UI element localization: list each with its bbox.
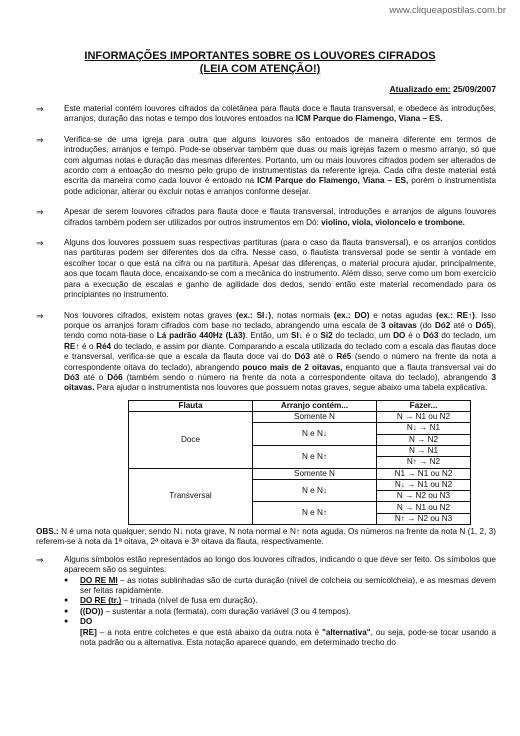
table-cell: Somente N (253, 412, 377, 423)
p5-t: é o (302, 331, 321, 341)
paragraph-6 (36, 555, 496, 576)
arrow-bullet-icon: ⇒ (36, 310, 44, 321)
p5-b: SI↓ (291, 331, 303, 341)
document-body (36, 104, 496, 648)
p5-b: 3 oitavas. (64, 372, 496, 393)
flute-octave-table (128, 400, 471, 525)
p5-b: Dó6 (107, 372, 123, 382)
table-note (36, 527, 496, 548)
alt-symbol: [RE] (80, 627, 97, 637)
p5-t: (do (416, 320, 435, 330)
arrow-bullet-icon: ⇒ (36, 554, 44, 565)
p5-b: Si2 (320, 331, 333, 341)
alternative-note (36, 628, 496, 649)
paragraph-3 (36, 207, 496, 228)
p5-t: . Isso porque os arranjos foram cifrados com base no teclado, abrangendo uma escala de (64, 310, 496, 330)
table-cell-flute-doce: Doce (129, 412, 253, 468)
p2-text: Verifica-se de uma igreja para outra que alguns louvores são entoados de maneira diferente em termos de introduções, arranjos e tempo. Pode-se observar também que duas ou mais igrejas fazem o mesmo arranjo, só que com algumas notas e duração das mesmas diferentes. Portanto, um ou mais louvores cifrados podem ser alterados de acordo com a entoação do mesmo pelo grupo de instrumentistas da referente igreja. Cada cifra deste material está escrita da maneira como cada louvor é entoado na (64, 134, 496, 186)
p5-t: é o (79, 341, 97, 351)
p5-b: (ex.: RE↑) (436, 310, 475, 320)
table-header: Fazer... (377, 400, 471, 411)
arrow-bullet-icon: ⇒ (36, 238, 44, 249)
p5-t: do teclado, um (438, 331, 496, 341)
p1-text: Este material contém louvores cifrados da coletânea para flauta doce e flauta transversal, e obedece às introduções, arranjos, duração das notas e tempo dos louvores entoados na (64, 104, 496, 124)
p5-t: , notas normais (271, 310, 334, 320)
p4-text: Alguns dos louvores possuem suas respectivas partituras (para o caso da flauta transversal), e os arranjos contidos nas partituras podem ser diferentes dos da cifra. Nesse caso, o flautista transversal pode se sentir à vontade em escolher tocar o que está na cifra ou na partitura. Apesar das diferenças, o material procura ajudar, principalmente, aos que tocam flauta doce, encaixando-se com a mecânica do instrumento. Além disso, serve como um bom exercício para a execução de escalas e ganho de agilidade dos dedos, sendo então este material recomendado para os principiantes no instrumento. (64, 238, 496, 300)
p5-t: Para ajudar o instrumentista nos louvores que possuem notas graves, segue abaixo uma tabela explicativa. (94, 383, 488, 393)
arrow-bullet-icon: ⇒ (36, 134, 44, 145)
symbol-desc: – as notas sublinhadas são de curta duração (nível de colcheia ou semicolcheia), e as mesmas devem ser feitas rapidamente. (80, 575, 496, 596)
site-url[interactable]: www.cliqueapostilas.com.br (389, 5, 506, 16)
document-title (0, 50, 520, 76)
obs-label: OBS.: (36, 527, 59, 537)
list-item (64, 607, 496, 617)
updated-label: Atualizado em: (389, 84, 451, 94)
p5-b: Dó2 (434, 320, 451, 330)
list-item (64, 617, 496, 627)
p5-t: e notas agudas (369, 310, 437, 320)
p2-text-end: porém o instrumentista pode adicionar, alterar ou excluir notas e arranjos conforme desejar. (64, 176, 496, 196)
p5-b: Ré4 (96, 341, 112, 351)
table-cell: N↑ → N2 ou N3 (377, 513, 471, 524)
table-cell: N → N1 (377, 445, 471, 456)
table-cell: N e N↑ (253, 445, 377, 468)
table-row (129, 468, 471, 479)
p5-t: (também sendo o número na frente da nota a correspondente oitava do teclado), abrangendo (122, 372, 492, 382)
table-header: Flauta (129, 400, 253, 411)
p5-t: até o (310, 352, 337, 362)
p5-b: Dó3 (64, 372, 80, 382)
alt-text: – a nota entre colchetes e que está abaixo da outra nota é (96, 627, 322, 637)
p3-text: Apesar de serem louvores cifrados para flauta doce e flauta transversal, introduções e arranjos de alguns louvores cifrados também podem ser utilizados por outros instrumentos em Dó: (64, 207, 496, 227)
p5-t: ), tendo como nota-base o (64, 320, 497, 341)
paragraph-5 (36, 311, 496, 394)
table-row (129, 412, 471, 423)
p5-t: Nos louvores cifrados, existem notas graves (64, 310, 236, 320)
paragraph-1 (36, 104, 496, 125)
p5-t: do teclado, e assim por diante. Comparando a escala utilizada do teclado com a escala das flautas doce e transversal, verifica-se que a escala da flauta doce vai do (64, 341, 496, 362)
p6-intro: Alguns símbolos estão representados ao longo dos louvores cifrados, indicando o que deve ser feito. Os símbolos que aparecem são os seguintes: (64, 554, 496, 575)
title-line-1: INFORMAÇÕES IMPORTANTES SOBRE OS LOUVORES CIFRADOS (84, 50, 436, 62)
symbol-desc: – trinada (nível de fusa em duração). (121, 596, 258, 606)
p5-b: RE↑ (64, 341, 80, 351)
p5-t: do teclado, um (332, 331, 394, 341)
p3-bold: violino, viola, violoncelo e trombone. (321, 217, 465, 227)
table-cell: N e N↓ (253, 423, 377, 446)
alt-bold: "alternativa" (321, 627, 371, 637)
p5-b: (ex.: DO) (333, 310, 370, 320)
table-cell: N↓ → N1 (377, 423, 471, 434)
table-cell: N↓ → N1 ou N2 (377, 479, 471, 490)
table-cell: N → N2 (377, 434, 471, 445)
paragraph-4 (36, 238, 496, 300)
p5-b: Dó5 (475, 320, 491, 330)
p2-bold: ICM Parque do Flamengo, Viana – ES, (257, 176, 409, 186)
table-cell: N e N↑ (253, 502, 377, 525)
p5-t: enquanto que a flauta transversal vai do (342, 362, 496, 372)
arrow-bullet-icon: ⇒ (36, 207, 44, 218)
p5-b: Dó3 (294, 352, 311, 362)
symbol-code: DO RE MI (80, 575, 118, 585)
p5-t: até o (79, 372, 108, 382)
table-cell: N → N1 ou N2 (377, 412, 471, 423)
p5-t: (sendo o número na frente da nota a correspondente oitava do teclado), abrangendo (64, 352, 496, 372)
p5-b: Dó3 (422, 331, 439, 341)
table-cell: N↑ → N2 (377, 457, 471, 468)
p1-bold: ICM Parque do Flamengo, Viana – ES. (295, 114, 443, 124)
table-cell: N1 → N1 ou N2 (377, 468, 471, 479)
alt-text-end: , ou seja, pode-se tocar usando a nota padrão ou a alternativa. Esta notação aparece quando, em determinado trecho do (80, 627, 497, 648)
p5-b: (ex.: SI↓) (235, 310, 272, 320)
updated-date (389, 84, 496, 94)
p5-b: pouco mais de 2 oitavas, (242, 362, 343, 372)
list-item (64, 576, 496, 597)
p5-t: . Então, um (245, 331, 292, 341)
paragraph-2 (36, 135, 496, 197)
symbols-list (36, 576, 496, 628)
obs-text: N é uma nota qualquer, sendo N↓ nota grave, N nota normal e N↑ nota aguda. Os números na frente da nota N (1, 2, 3) referem-se à nota da 1ª oitava, 2ª oitava e 3ª oitava da flauta, respectivamente. (36, 527, 496, 547)
table-cell: N e N↓ (253, 479, 377, 502)
table-cell-flute-transversal: Transversal (129, 468, 253, 524)
table-cell: Somente N (253, 468, 377, 479)
list-item (64, 596, 496, 606)
table-header-row (129, 400, 471, 411)
arrow-bullet-icon: ⇒ (36, 104, 44, 114)
p5-b: DO (393, 331, 406, 341)
updated-value: 25/09/2007 (452, 84, 496, 94)
p5-b: Ré5 (336, 352, 352, 362)
table-cell: N → N1 ou N2 (377, 502, 471, 513)
symbol-desc: – sustentar a nota (fermata), com duração variável (3 ou 4 tempos). (103, 606, 351, 616)
table-header: Arranjo contém... (253, 400, 377, 411)
symbol-code: DO RE (tr.) (80, 596, 122, 606)
p5-t: é o (405, 331, 423, 341)
p5-b: Lá padrão 440Hz (Lá3) (156, 331, 246, 341)
p5-b: 3 oitavas (380, 320, 417, 330)
symbol-code: ((DO)) (80, 606, 104, 616)
p5-t: até o (450, 320, 476, 330)
title-line-2: (LEIA COM ATENÇÃO!) (199, 63, 321, 75)
table-cell: N → N2 ou N3 (377, 491, 471, 502)
symbol-code: DO (80, 617, 93, 627)
